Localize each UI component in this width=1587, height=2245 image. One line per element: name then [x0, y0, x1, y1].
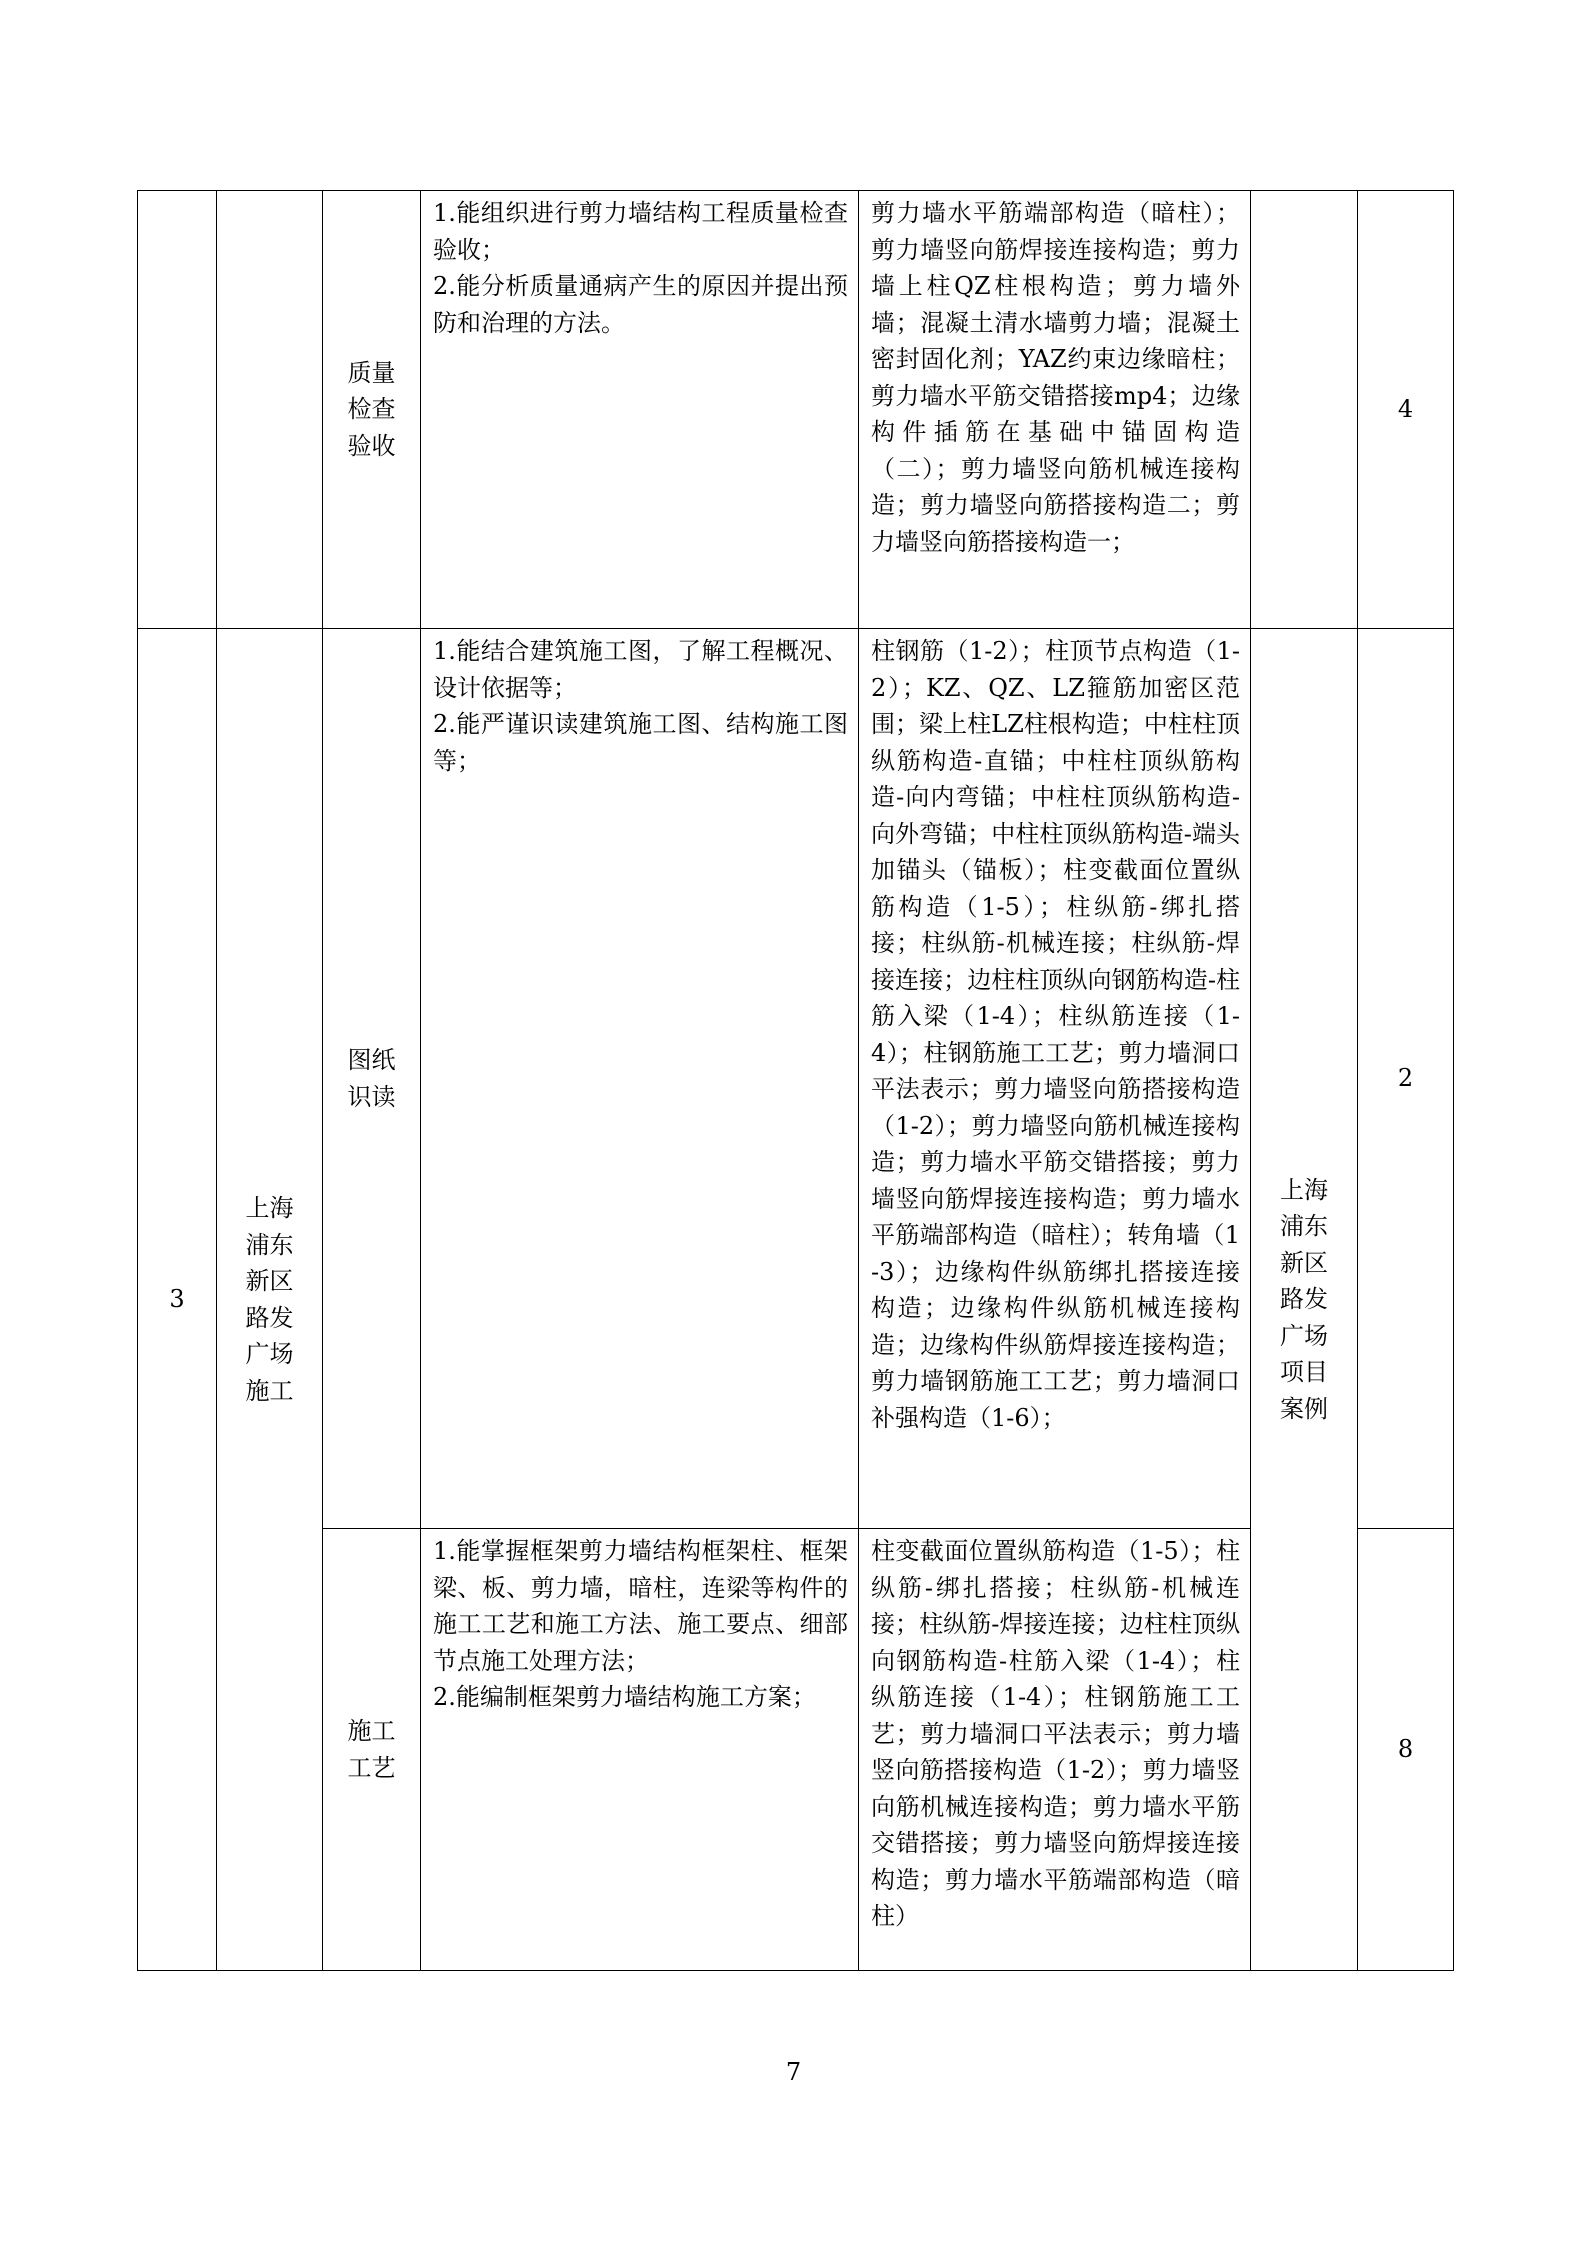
resources-text: 柱钢筋（1-2）；柱顶节点构造（1-2）；KZ、QZ、LZ箍筋加密区范围；梁上柱LZ柱根构造；中柱柱顶纵筋构造-直锚；中柱柱顶纵筋构造-向内弯锚；中柱柱顶纵筋构造-向外弯锚；中柱柱顶纵筋构造-端头加锚头（锚板）；柱变截面位置纵筋构造（1-5）；柱纵筋-绑扎搭接；柱纵筋-机械连接；柱纵筋-焊接连接；边柱柱顶纵向钢筋构造-柱筋入梁（1-4）；柱纵筋连接（1-4）；柱钢筋施工工艺；剪力墙洞口平法表示；剪力墙竖向筋搭接构造（1-2）；剪力墙竖向筋机械连接构造；剪力墙水平筋交错搭接；剪力墙竖向筋焊接连接构造；剪力墙水平筋端部构造（暗柱）；转角墙（1-3）；边缘构件纵筋绑扎搭接连接构造；边缘构件纵筋机械连接构造；边缘构件纵筋焊接连接构造；剪力墙钢筋施工工艺；剪力墙洞口补强构造（1-6）；: [871, 637, 1240, 1432]
module-label: 图纸识读: [347, 1046, 396, 1111]
resources-text: 柱变截面位置纵筋构造（1-5）；柱纵筋-绑扎搭接；柱纵筋-机械连接；柱纵筋-焊接连接；边柱柱顶纵向钢筋构造-柱筋入梁（1-4）；柱纵筋连接（1-4）；柱钢筋施工工艺；剪力墙洞口平法表示；剪力墙竖向筋搭接构造（1-2）；剪力墙竖向筋机械连接构造；剪力墙水平筋交错搭接；剪力墙竖向筋焊接连接构造；剪力墙水平筋端部构造（暗柱）: [871, 1537, 1240, 1930]
case-cell: [1251, 629, 1358, 1971]
goal-item: 1.能掌握框架剪力墙结构框架柱、框架梁、板、剪力墙，暗柱，连梁等构件的施工工艺和施工方法、施工要点、细部节点施工处理方法；: [433, 1537, 848, 1675]
course-content-table: [137, 190, 1454, 1971]
goal-item: 2.能编制框架剪力墙结构施工方案；: [433, 1683, 816, 1711]
hours-value: 8: [1397, 1735, 1414, 1764]
module-cell: [323, 191, 421, 629]
project-name: 上海浦东新区路发广场施工: [245, 1194, 294, 1405]
hours-cell: [1358, 1529, 1454, 1971]
table-row: [138, 629, 1454, 1529]
module-cell: [323, 1529, 421, 1971]
hours-cell: [1358, 191, 1454, 629]
goal-item: 1.能组织进行剪力墙结构工程质量检查验收；: [433, 199, 848, 264]
project-name-cell-empty: [217, 191, 323, 629]
goals-cell: [421, 629, 859, 1529]
goals-cell: [421, 1529, 859, 1971]
page-number: 7: [785, 2058, 802, 2086]
module-label: 质量检查验收: [347, 358, 396, 460]
number-cell: [138, 629, 217, 1971]
resources-cell: [859, 629, 1251, 1529]
table-row: [138, 191, 1454, 629]
hours-cell: [1358, 629, 1454, 1529]
case-name: 上海浦东新区路发广场项目案例: [1279, 1175, 1328, 1423]
hours-value: 4: [1397, 395, 1414, 424]
goal-item: 2.能严谨识读建筑施工图、结构施工图等；: [433, 710, 848, 775]
number-cell-empty: [138, 191, 217, 629]
module-label: 施工工艺: [347, 1717, 396, 1782]
module-cell: [323, 629, 421, 1529]
goal-item: 1.能结合建筑施工图，了解工程概况、设计依据等；: [433, 637, 848, 702]
row-number: 3: [169, 1285, 185, 1314]
case-cell-empty: [1251, 191, 1358, 629]
hours-value: 2: [1397, 1064, 1414, 1093]
resources-cell: [859, 191, 1251, 629]
goals-cell: [421, 191, 859, 629]
resources-cell: [859, 1529, 1251, 1971]
resources-text: 剪力墙水平筋端部构造（暗柱）；剪力墙竖向筋焊接连接构造；剪力墙上柱QZ柱根构造；剪力墙外墙；混凝土清水墙剪力墙；混凝土密封固化剂；YAZ约束边缘暗柱；剪力墙水平筋交错搭接mp4；边缘构件插筋在基础中锚固构造（二）；剪力墙竖向筋机械连接构造；剪力墙竖向筋搭接构造二；剪力墙竖向筋搭接构造一；: [871, 199, 1240, 556]
project-name-cell: [217, 629, 323, 1971]
goal-item: 2.能分析质量通病产生的原因并提出预防和治理的方法。: [433, 272, 848, 337]
